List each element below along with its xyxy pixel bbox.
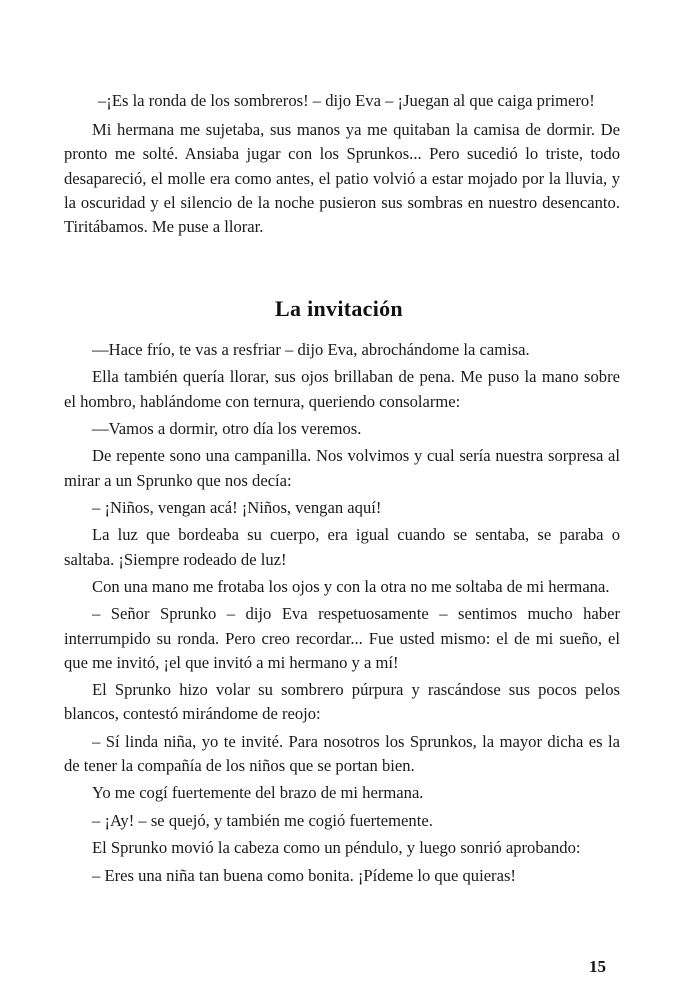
paragraph: – Eres una niña tan buena como bonita. ¡Pídeme lo que quieras! [92, 865, 516, 885]
section-title: La invitación [275, 296, 403, 321]
paragraph: Ella también quería llorar, sus ojos brillaban de pena. Me puso la mano sobre el hombro, hablándome con ternura, queriendo consolarme: [64, 367, 620, 411]
paragraph: Mi hermana me sujetaba, sus manos ya me quitaban la camisa de dormir. De pronto me solté. Ansiaba jugar con los Sprunkos... Pero sucedió lo triste, todo desapareció, el molle era como antes, el patio volvió a estar mojado por la lluvia, y la oscuridad y el silencio de la noche pusieron sus sombras en nuestro desencanto. Tiritábamos. Me puse a llorar. [64, 120, 620, 237]
paragraph: De repente sono una campanilla. Nos volvimos y cual sería nuestra sorpresa al mirar a un Sprunko que nos decía: [64, 446, 620, 490]
paragraph: –¡Es la ronda de los sombreros! – dijo Eva – ¡Juegan al que caiga primero! [98, 91, 595, 110]
paragraph: – ¡Niños, vengan acá! ¡Niños, vengan aquí! [92, 497, 382, 517]
paragraph: Yo me cogí fuertemente del brazo de mi hermana. [92, 783, 424, 803]
paragraph: – Señor Sprunko – dijo Eva respetuosamente – sentimos mucho haber interrumpido su ronda. Pero creo recordar... Fue usted mismo: el de mi sueño, el que me invitó, ¡el que invitó a mi hermano y a mí! [64, 604, 620, 672]
paragraph: —Vamos a dormir, otro día los veremos. [92, 418, 362, 438]
section-text [64, 338, 620, 888]
paragraph: El Sprunko movió la cabeza como un péndulo, y luego sonrió aprobando: [92, 838, 581, 858]
opening-text [64, 89, 620, 239]
paragraph: La luz que bordeaba su cuerpo, era igual cuando se sentaba, se paraba o saltaba. ¡Siempre rodeado de luz! [64, 525, 620, 569]
paragraph: Con una mano me frotaba los ojos y con la otra no me soltaba de mi hermana. [92, 576, 610, 596]
paragraph: – ¡Ay! – se quejó, y también me cogió fuertemente. [92, 810, 433, 830]
paragraph: —Hace frío, te vas a resfriar – dijo Eva, abrochándome la camisa. [92, 340, 530, 359]
page-number: 15 [589, 957, 606, 976]
paragraph: – Sí linda niña, yo te invité. Para nosotros los Sprunkos, la mayor dicha es la de tener la compañía de los niños que se portan bien. [64, 731, 620, 775]
paragraph: El Sprunko hizo volar su sombrero púrpura y rascándose sus pocos pelos blancos, contestó mirándome de reojo: [64, 680, 620, 724]
